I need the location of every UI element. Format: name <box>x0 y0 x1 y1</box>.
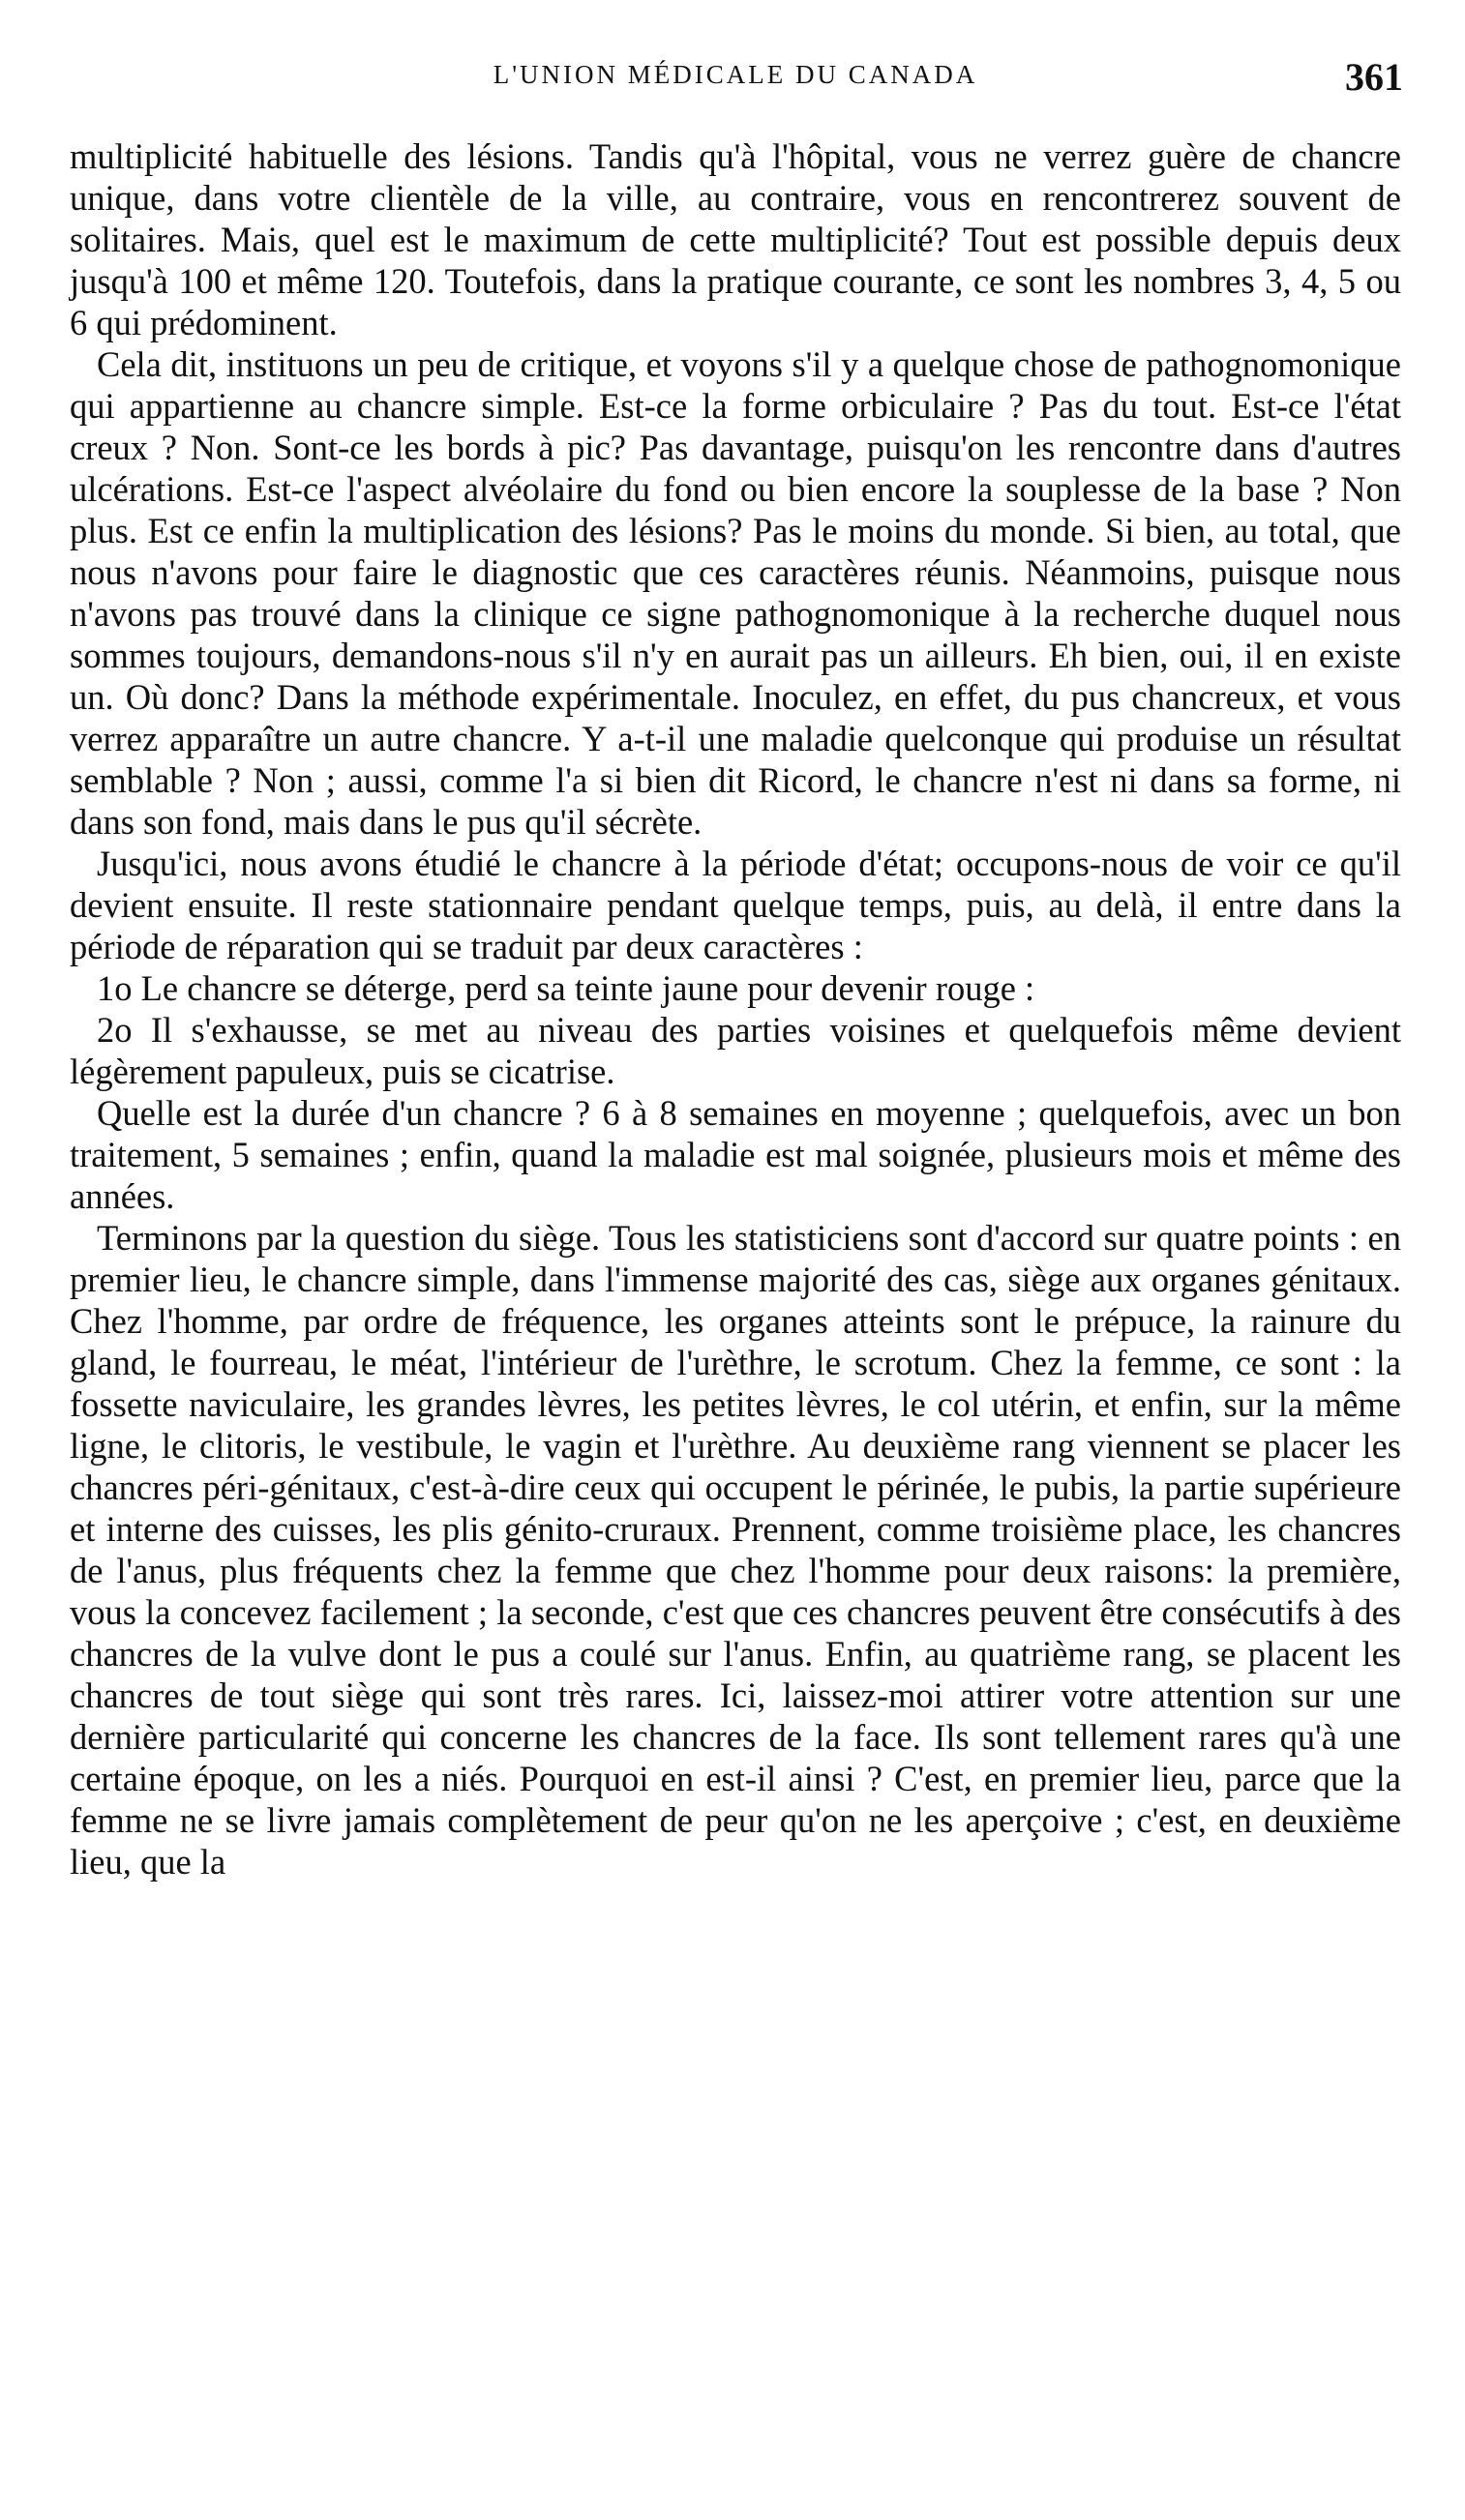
paragraph-duration: Quelle est la durée d'un chancre ? 6 à 8 semaines en moyenne ; quelquefois, avec un bon traitement, 5 semaines ; enfin, quand la maladie est mal soignée, plusieurs mois et même des années. <box>70 1093 1401 1216</box>
journal-title: L'UNION MÉDICALE DU CANADA <box>493 60 978 89</box>
paragraph-critique: Cela dit, instituons un peu de critique, et voyons s'il y a quelque chose de pathognomonique qui appartienne au chancre simple. Est-ce la forme orbiculaire ? Pas du tout. Est-ce l'état creux ? Non. Sont-ce les bords à pic? Pas davantage, puisqu'on les rencontre dans d'autres ulcérations. Est-ce l'aspect alvéolaire du fond ou bien encore la souplesse de la base ? Non plus. Est ce enfin la multiplication des lésions? Pas le moins du monde. Si bien, au total, que nous n'avons pour faire le diagnostic que ces caractères réunis. Néanmoins, puisque nous n'avons pas trouvé dans la clinique ce signe pathognomonique à la recherche duquel nous sommes toujours, demandons-nous s'il n'y en aurait pas un ailleurs. Eh bien, oui, il en existe un. Où donc? Dans la méthode expérimentale. Inoculez, en effet, du pus chancreux, et vous verrez apparaître un autre chancre. Y a-t-il une maladie quelconque qui produise un résultat semblable ? Non ; aussi, comme l'a si bien dit Ricord, le chancre n'est ni dans sa forme, ni dans son fond, mais dans le pus qu'il sécrète. <box>70 344 1401 842</box>
paragraph-location: Terminons par la question du siège. Tous les statisticiens sont d'accord sur quatre points : en premier lieu, le chancre simple, dans l'immense majorité des cas, siège aux organes génitaux. Chez l'homme, par ordre de fréquence, les organes atteints sont le prépuce, la rainure du gland, le fourreau, le méat, l'intérieur de l'urèthre, le scrotum. Chez la femme, ce sont : la fossette naviculaire, les grandes lèvres, les petites lèvres, le col utérin, et enfin, sur la même ligne, le clitoris, le vestibule, le vagin et l'urèthre. Au deuxième rang viennent se placer les chancres péri-génitaux, c'est-à-dire ceux qui occupent le périnée, le pubis, la partie supérieure et interne des cuisses, les plis génito-cruraux. Prennent, comme troisième place, les chancres de l'anus, plus fréquents chez la femme que chez l'homme pour deux raisons: la première, vous la concevez facilement ; la seconde, c'est que ces chancres peuvent être consécutifs à des chancres de la vulve dont le pus a coulé sur l'anus. Enfin, au quatrième rang, se placent les chancres de tout siège qui sont très rares. Ici, laissez-moi attirer votre attention sur une dernière particularité qui concerne les chancres de la face. Ils sont tellement rares qu'à une certaine époque, on les a niés. Pourquoi en est-il ainsi ? C'est, en premier lieu, parce que la femme ne se livre jamais complètement de peur qu'on ne les aperçoive ; c'est, en deuxième lieu, que la <box>70 1218 1401 1882</box>
list-item-first: 1o Le chancre se déterge, perd sa teinte jaune pour devenir rouge : <box>97 968 1035 1008</box>
paragraph-evolution: Jusqu'ici, nous avons étudié le chancre à la période d'état; occupons-nous de voir ce qu'il devient ensuite. Il reste stationnaire pendant quelque temps, puis, au delà, il entre dans la période de réparation qui se traduit par deux caractères : <box>70 844 1401 966</box>
running-head <box>68 54 1403 103</box>
body-text <box>70 135 1401 1883</box>
paragraph-continuation: multiplicité habituelle des lésions. Tandis qu'à l'hôpital, vous ne verrez guère de chancre unique, dans votre clientèle de la ville, au contraire, vous en rencontrerez souvent de solitaires. Mais, quel est le maximum de cette multiplicité? Tout est possible depuis deux jusqu'à 100 et même 120. Toutefois, dans la pratique courante, ce sont les nombres 3, 4, 5 ou 6 qui prédominent. <box>70 136 1401 342</box>
page-number: 361 <box>1345 55 1403 99</box>
list-item-second: 2o Il s'exhausse, se met au niveau des parties voisines et quelquefois même devient légèrement papuleux, puis se cicatrise. <box>70 1010 1401 1091</box>
